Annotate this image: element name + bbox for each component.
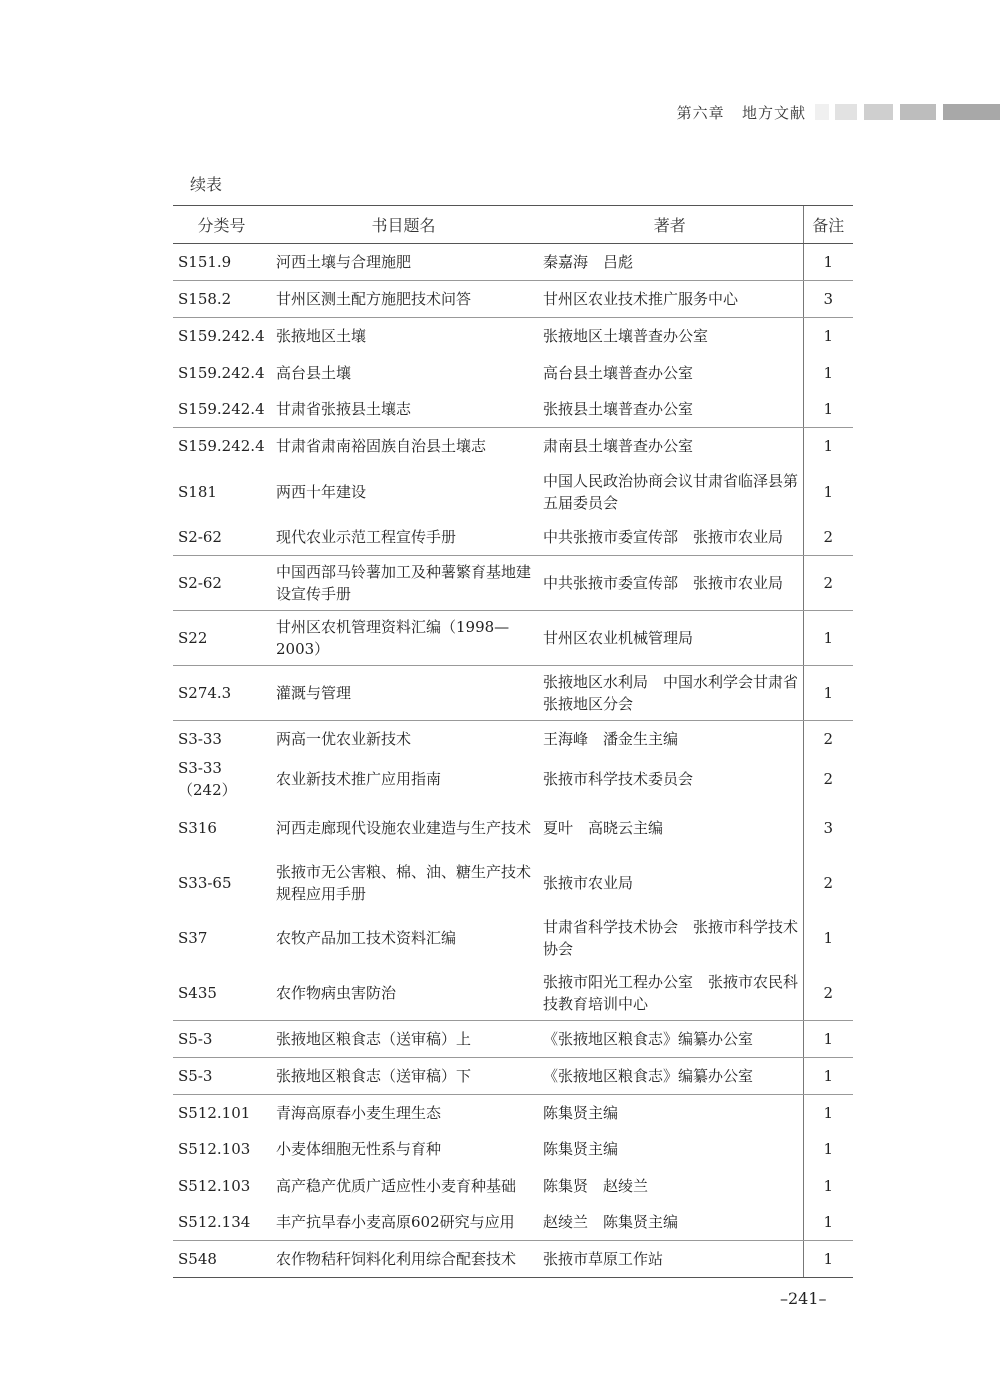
table-row [173, 465, 853, 520]
book-title-cell: 农牧产品加工技术资料汇编 [276, 929, 457, 947]
column-header-title: 书目题名 [270, 206, 537, 244]
page-number: –241– [780, 1289, 827, 1308]
book-title-cell: 小麦体细胞无性系与育种 [276, 1140, 442, 1158]
note-cell: 2 [803, 520, 853, 556]
table-row [173, 281, 853, 318]
header-bar [864, 104, 893, 120]
table-row [173, 244, 853, 281]
table-row [173, 318, 853, 355]
author-cell: 王海峰 潘金生主编 [543, 729, 679, 748]
note-cell: 2 [803, 966, 853, 1021]
table-row [173, 556, 853, 611]
table-row [173, 1168, 853, 1205]
book-title-cell: 高产稳产优质广适应性小麦育种基础 [276, 1177, 517, 1195]
author-cell: 夏叶 高晓云主编 [543, 819, 664, 837]
header-bar [835, 104, 857, 120]
author-cell: 张掖地区土壤普查办公室 [543, 327, 709, 346]
table-row [173, 1095, 853, 1131]
book-title-cell: 农业新技术推广应用指南 [276, 769, 442, 788]
author-cell: 中共张掖市委宣传部 张掖市农业局 [537, 556, 803, 611]
book-title-cell: 张掖地区粮食志（送审稿）上 [270, 1021, 537, 1058]
author-cell: 张掖县土壤普查办公室 [537, 391, 803, 428]
note-cell: 1 [803, 1058, 853, 1095]
classification-code-cell: S5-3 [173, 1058, 270, 1095]
book-title-cell: 甘肃省肃南裕固族自治县土壤志 [276, 437, 487, 456]
note-cell: 1 [803, 318, 853, 355]
note-cell: 1 [803, 355, 853, 391]
classification-code-cell: S2-62 [173, 556, 270, 611]
author-cell: 张掖市草原工作站 [537, 1241, 803, 1278]
author-cell: 甘肃省科学技术协会 张掖市科学技术协会 [543, 918, 799, 958]
author-cell: 秦嘉海 吕彪 [537, 244, 803, 281]
book-title-cell: 甘州区测土配方施肥技术问答 [270, 281, 537, 318]
book-title-cell: 丰产抗旱春小麦高原602研究与应用 [270, 1205, 537, 1241]
classification-code-cell: S159.242.4 [178, 437, 265, 456]
table-body [173, 244, 853, 1278]
note-cell: 1 [803, 1241, 853, 1278]
note-cell: 1 [803, 244, 853, 281]
classification-code-cell: S316 [178, 819, 217, 837]
table-header-row [173, 206, 853, 244]
note-cell: 1 [803, 1205, 853, 1241]
continued-table-label: 续表 [190, 175, 223, 194]
classification-code-cell: S512.103 [178, 1140, 251, 1158]
note-cell: 2 [803, 556, 853, 611]
table-row [173, 856, 853, 911]
table-row [173, 1205, 853, 1241]
classification-code-cell: S33-65 [178, 874, 232, 892]
classification-code-cell: S512.134 [173, 1205, 270, 1241]
author-cell: 陈集贤主编 [543, 1103, 619, 1122]
classification-code-cell: S22 [173, 611, 270, 666]
book-title-cell: 高台县土壤 [276, 363, 352, 382]
classification-code-cell: S435 [173, 966, 270, 1021]
book-title-cell: 两高一优农业新技术 [276, 729, 412, 748]
running-header [677, 102, 806, 123]
table-row [173, 966, 853, 1021]
book-title-cell: 中国西部马铃薯加工及种薯繁育基地建设宣传手册 [270, 556, 537, 611]
book-title-cell: 河西土壤与合理施肥 [270, 244, 537, 281]
note-cell: 1 [803, 1168, 853, 1205]
book-title-cell: 两西十年建设 [276, 483, 367, 501]
bibliography-table [173, 205, 853, 1278]
classification-code-cell: S37 [178, 929, 208, 947]
table-row [173, 801, 853, 856]
table-row [173, 1131, 853, 1168]
classification-code-cell: S274.3 [173, 666, 270, 721]
table-row [173, 391, 853, 428]
author-cell: 张掖市阳光工程办公室 张掖市农民科技教育培训中心 [537, 966, 803, 1021]
author-cell: 《张掖地区粮食志》编纂办公室 [537, 1021, 803, 1058]
author-cell: 中国人民政治协商会议甘肃省临泽县第五届委员会 [543, 472, 799, 512]
table-row [173, 1241, 853, 1278]
author-cell: 张掖市科学技术委员会 [543, 769, 694, 788]
chapter-label: 第六章 [676, 104, 725, 122]
table-row [173, 611, 853, 666]
book-title-cell: 张掖市无公害粮、棉、油、糖生产技术规程应用手册 [276, 863, 532, 903]
note-cell: 1 [803, 465, 853, 520]
header-bar [900, 104, 936, 120]
note-cell: 2 [803, 721, 853, 757]
book-title-cell: 甘肃省张掖县土壤志 [270, 391, 537, 428]
classification-code-cell: S3-33（242） [178, 758, 237, 799]
author-cell: 肃南县土壤普查办公室 [543, 437, 694, 456]
table-row [173, 666, 853, 721]
author-cell: 甘州区农业机械管理局 [537, 611, 803, 666]
note-cell: 2 [803, 757, 853, 801]
book-title-cell: 灌溉与管理 [270, 666, 537, 721]
classification-code-cell: S5-3 [173, 1021, 270, 1058]
author-cell: 中共张掖市委宣传部 张掖市农业局 [537, 520, 803, 556]
author-cell: 张掖地区水利局 中国水利学会甘肃省张掖地区分会 [537, 666, 803, 721]
classification-code-cell: S151.9 [173, 244, 270, 281]
book-title-cell: 甘州区农机管理资料汇编（1998—2003） [270, 611, 537, 666]
note-cell: 1 [803, 428, 853, 465]
author-cell: 高台县土壤普查办公室 [543, 363, 694, 382]
note-cell: 1 [803, 911, 853, 966]
classification-code-cell: S158.2 [173, 281, 270, 318]
classification-code-cell: S159.242.4 [178, 327, 265, 346]
table-row [173, 911, 853, 966]
classification-code-cell: S512.103 [178, 1177, 251, 1195]
note-cell: 1 [803, 611, 853, 666]
classification-code-cell: S548 [173, 1241, 270, 1278]
header-bar [943, 104, 1000, 120]
classification-code-cell: S181 [178, 483, 217, 501]
book-title-cell: 张掖地区土壤 [276, 327, 367, 346]
book-title-cell: 现代农业示范工程宣传手册 [270, 520, 537, 556]
classification-code-cell: S159.242.4 [173, 391, 270, 428]
table-row [173, 1058, 853, 1095]
book-title-cell: 农作物秸秆饲料化利用综合配套技术 [270, 1241, 537, 1278]
note-cell: 1 [803, 1021, 853, 1058]
column-header-code: 分类号 [173, 206, 270, 244]
note-cell: 1 [803, 1131, 853, 1168]
author-cell: 陈集贤主编 [543, 1140, 619, 1158]
note-cell: 1 [803, 666, 853, 721]
author-cell: 《张掖地区粮食志》编纂办公室 [537, 1058, 803, 1095]
section-label: 地方文献 [741, 104, 806, 122]
book-title-cell: 农作物病虫害防治 [270, 966, 537, 1021]
note-cell: 2 [803, 856, 853, 911]
note-cell: 3 [803, 801, 853, 856]
note-cell: 1 [803, 1095, 853, 1131]
table-row [173, 428, 853, 465]
table-row [173, 721, 853, 757]
classification-code-cell: S2-62 [173, 520, 270, 556]
table-row [173, 520, 853, 556]
classification-code-cell: S3-33 [178, 729, 222, 748]
author-cell: 赵绫兰 陈集贤主编 [537, 1205, 803, 1241]
header-bar [815, 104, 829, 120]
author-cell: 陈集贤 赵绫兰 [543, 1177, 649, 1195]
classification-code-cell: S159.242.4 [178, 363, 265, 382]
author-cell: 张掖市农业局 [543, 874, 634, 892]
author-cell: 甘州区农业技术推广服务中心 [537, 281, 803, 318]
column-header-author: 著者 [537, 206, 803, 244]
book-title-cell: 张掖地区粮食志（送审稿）下 [270, 1058, 537, 1095]
note-cell: 3 [803, 281, 853, 318]
classification-code-cell: S512.101 [178, 1103, 251, 1122]
column-header-note: 备注 [803, 206, 853, 244]
note-cell: 1 [803, 391, 853, 428]
book-title-cell: 青海高原春小麦生理生态 [276, 1103, 442, 1122]
table-row [173, 1021, 853, 1058]
book-title-cell: 河西走廊现代设施农业建造与生产技术 [276, 819, 532, 837]
table-row [173, 355, 853, 391]
table-row [173, 757, 853, 801]
